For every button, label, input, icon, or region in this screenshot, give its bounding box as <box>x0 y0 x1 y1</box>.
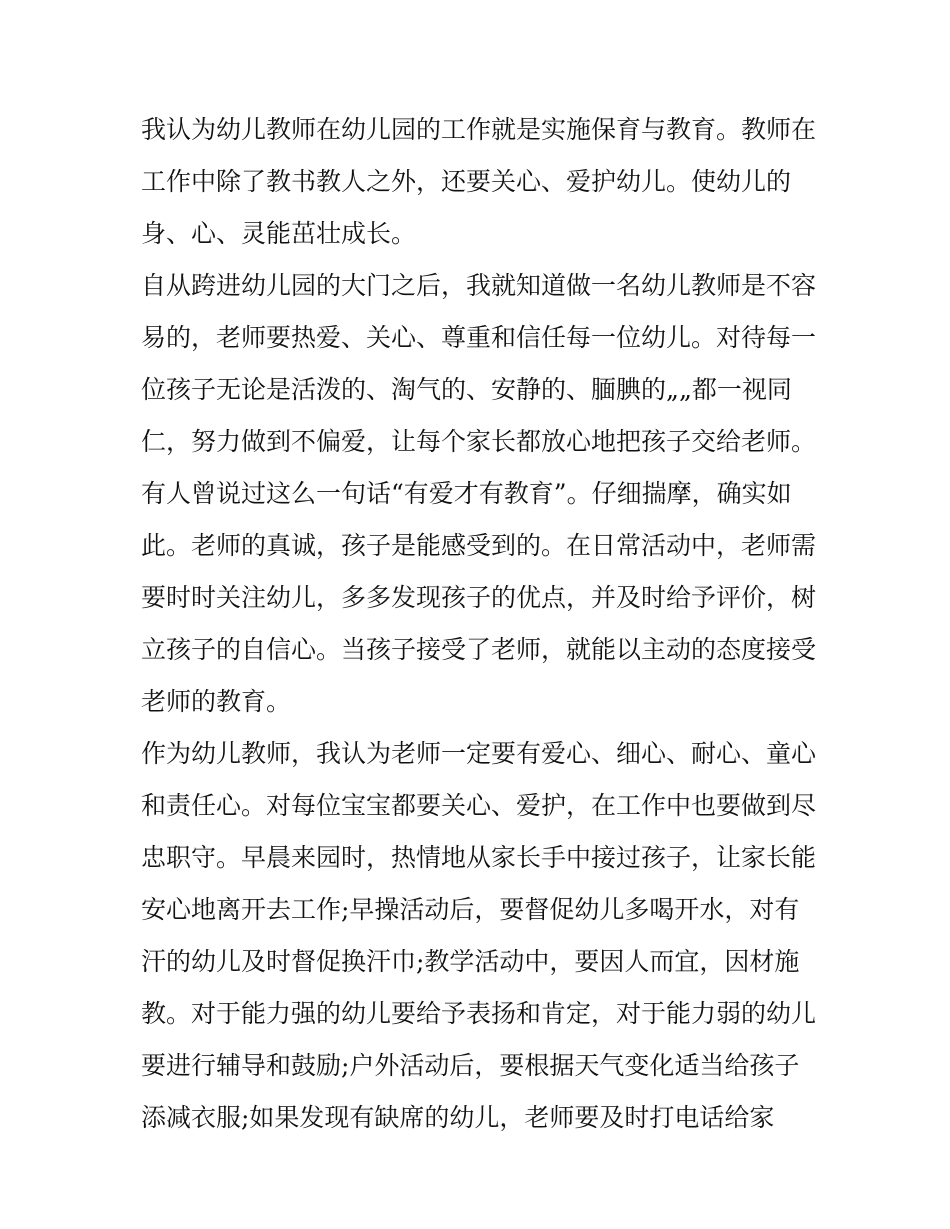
text-line: 此。老师的真诚，孩子是能感受到的。在日常活动中，老师需 <box>141 531 817 560</box>
text-line: 位孩子无论是活泼的、淘气的、安静的、腼腆的„„都一视同 <box>141 375 792 404</box>
text-line: 我认为幼儿教师在幼儿园的工作就是实施保育与教育。教师在 <box>141 115 817 144</box>
text-line: 立孩子的自信心。当孩子接受了老师，就能以主动的态度接受 <box>141 635 817 664</box>
text-line: 作为幼儿教师，我认为老师一定要有爱心、细心、耐心、童心 <box>141 739 817 768</box>
text-line: 有人曾说过这么一句话“有爱才有教育”。仔细揣摩，确实如 <box>141 479 792 508</box>
document-body <box>141 110 821 1150</box>
text-line: 安心地离开去工作;早操活动后，要督促幼儿多喝开水，对有 <box>141 895 800 924</box>
text-line: 忠职守。早晨来园时，热情地从家长手中接过孩子，让家长能 <box>141 843 817 872</box>
text-line: 添减衣服;如果发现有缺席的幼儿，老师要及时打电话给家 <box>141 1103 775 1132</box>
text-line: 要时时关注幼儿，多多发现孩子的优点，并及时给予评价，树 <box>141 583 817 612</box>
text-line: 和责任心。对每位宝宝都要关心、爱护，在工作中也要做到尽 <box>141 791 817 820</box>
text-line: 教。对于能力强的幼儿要给予表扬和肯定，对于能力弱的幼儿 <box>141 999 817 1028</box>
text-line: 老师的教育。 <box>141 687 292 716</box>
text-line: 易的，老师要热爱、关心、尊重和信任每一位幼儿。对待每一 <box>141 323 817 352</box>
text-line: 工作中除了教书教人之外，还要关心、爱护幼儿。使幼儿的 <box>141 167 792 196</box>
text-line: 汗的幼儿及时督促换汗巾;教学活动中，要因人而宜，因材施 <box>141 947 800 976</box>
text-line: 要进行辅导和鼓励;户外活动后，要根据天气变化适当给孩子 <box>141 1051 800 1080</box>
text-line: 自从跨进幼儿园的大门之后，我就知道做一名幼儿教师是不容 <box>141 271 817 300</box>
text-line: 身、心、灵能茁壮成长。 <box>141 219 417 248</box>
text-line: 仁，努力做到不偏爱，让每个家长都放心地把孩子交给老师。 <box>141 427 817 456</box>
